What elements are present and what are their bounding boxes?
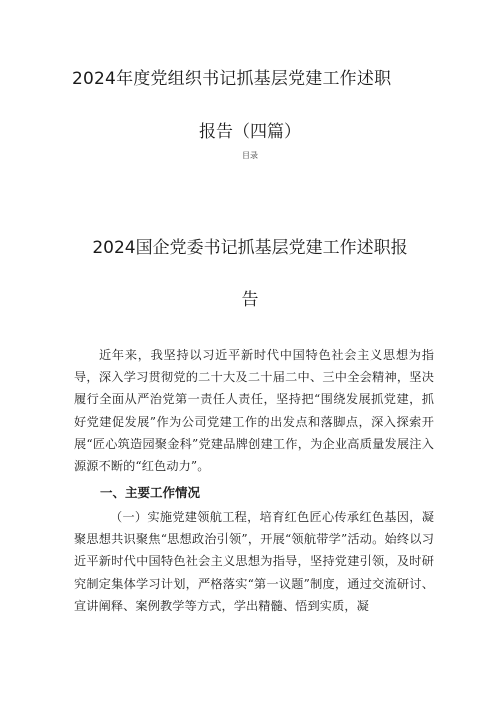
section-title: 2024国企党委书记抓基层党建工作述职报 <box>92 238 408 258</box>
section-title-continued: 告 <box>241 290 259 310</box>
document-title: 2024年度党组织书记抓基层党建工作述职 <box>72 69 392 89</box>
table-of-contents-label: 目录 <box>242 151 258 160</box>
document-title-continued: 报告（四篇） <box>199 122 301 142</box>
intro-paragraph: 近年来，我坚持以习近平新时代中国特色社会主义思想为指导，深入学习贯彻党的二十大及二十届二中、三中全会精神，坚决履行全面从严治党第一责任人责任，坚持把“围绕发展抓党建，抓好党建促发展”作为公司党建工作的出发点和落脚点，深入探索开展“匠心筑造园聚金科”党建品牌创建工作，为企业高质量发展注入源源不断的“红色动力”。 <box>74 348 434 474</box>
section-heading: 一、主要工作情况 <box>100 485 201 500</box>
body-paragraph: （一）实施党建领航工程，培育红色匠心传承红色基因，凝聚思想共识聚焦“思想政治引领”，开展“领航带学”活动。始终以习近平新时代中国特色社会主义思想为指导，坚持党建引领，及时研究制定集体学习计划，严格落实“第一议题”制度，通过交流研讨、宣讲阐释、案例教学等方式，学出精髓、悟到实质，凝 <box>74 510 434 613</box>
